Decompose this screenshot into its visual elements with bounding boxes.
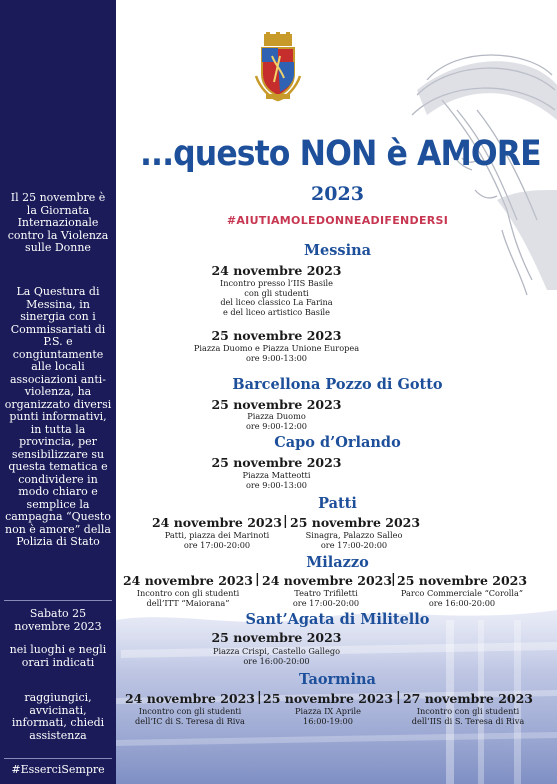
event-date: 25 novembre 2023 bbox=[397, 573, 528, 588]
city-patti: Patti bbox=[318, 495, 357, 512]
sidebar-divider-2 bbox=[4, 758, 112, 759]
separator: | bbox=[255, 572, 260, 587]
event-info: Incontro con gli studenti dell’IIS di S. Teresa di Riva bbox=[411, 706, 525, 726]
city-milazzo: Milazzo bbox=[306, 554, 369, 571]
event-date: 25 novembre 2023 bbox=[263, 691, 394, 706]
sidebar-date: Sabato 25 novembre 2023 bbox=[14, 607, 102, 633]
event-info: Incontro con gli studenti dell’ITT “Maiorana” bbox=[136, 588, 240, 608]
event-info: Incontro presso l’IIS Basile con gli studenti del liceo classico La Farina e del liceo artistico Basile bbox=[219, 278, 334, 317]
city-messina: Messina bbox=[303, 242, 372, 259]
city-barcellona: Barcellona Pozzo di Gotto bbox=[232, 376, 443, 393]
separator: | bbox=[257, 690, 262, 705]
year: 2023 bbox=[311, 183, 364, 205]
event-date: 25 novembre 2023 bbox=[211, 328, 342, 343]
event-info: Patti, piazza dei Marinoti ore 17:00-20:00 bbox=[164, 530, 270, 550]
event-info: Parco Commerciale “Corolla” ore 16:00-20:00 bbox=[400, 588, 524, 608]
event-date: 25 novembre 2023 bbox=[211, 455, 342, 470]
event-info: Piazza Duomo ore 9:00-12:00 bbox=[245, 411, 308, 431]
separator: | bbox=[391, 572, 396, 587]
sidebar-intro: Il 25 novembre è la Giornata Internazionale contro la Violenza sulle Donne bbox=[7, 191, 109, 254]
campaign-hashtag: #AIUTIAMOLEDONNEADIFENDERSI bbox=[226, 214, 449, 227]
sidebar-divider bbox=[4, 600, 112, 601]
event-date: 25 novembre 2023 bbox=[211, 630, 342, 645]
city-taormina: Taormina bbox=[299, 671, 376, 688]
event-date: 24 novembre 2023 bbox=[262, 573, 393, 588]
polizia-di-stato-emblem bbox=[250, 32, 306, 102]
event-info: Sinagra, Palazzo Salleo ore 17:00-20:00 bbox=[305, 530, 403, 550]
city-capo-dorlando: Capo d’Orlando bbox=[274, 434, 401, 451]
event-info: Teatro Trifiletti ore 17:00-20:00 bbox=[292, 588, 360, 608]
event-info: Piazza Crispi, Castello Gallego ore 16:00-20:00 bbox=[212, 646, 341, 666]
separator: | bbox=[396, 690, 401, 705]
sidebar-body: La Questura di Messina, in sinergia con i Commissariati di P.S. e congiuntamente alle locali associazioni anti-violenza, ha organizzato diversi punti informativi, in tutta la provincia, per sensibilizzare su questa tematica e condividere in modo chiaro e semplice la campagna “Questo non è amore” della Polizia di Stato bbox=[4, 285, 112, 548]
event-date: 24 novembre 2023 bbox=[122, 573, 254, 588]
event-date: 24 novembre 2023 bbox=[151, 515, 283, 530]
event-info: Piazza Matteotti ore 9:00-13:00 bbox=[242, 470, 311, 490]
sidebar-cta: raggiungici, avvicinati, informati, chiedi assistenza bbox=[11, 691, 105, 742]
event-date: 25 novembre 2023 bbox=[211, 397, 342, 412]
city-santagata: Sant’Agata di Militello bbox=[245, 611, 430, 628]
separator: | bbox=[283, 514, 288, 529]
sidebar-where: nei luoghi e negli orari indicati bbox=[9, 643, 107, 669]
sidebar bbox=[0, 0, 116, 784]
event-info: Piazza IX Aprile 16:00-19:00 bbox=[295, 706, 361, 726]
event-date: 25 novembre 2023 bbox=[290, 515, 421, 530]
sidebar-hashtag: #EsserciSempre bbox=[11, 763, 105, 776]
page-title: ...questo NON è AMORE bbox=[139, 134, 541, 174]
event-info: Incontro con gli studenti dell’IC di S. Teresa di Riva bbox=[135, 706, 245, 726]
event-date: 24 novembre 2023 bbox=[124, 691, 256, 706]
event-date: 24 novembre 2023 bbox=[211, 263, 342, 278]
event-info: Piazza Duomo e Piazza Unione Europea ore 9:00-13:00 bbox=[193, 343, 360, 363]
event-date: 27 novembre 2023 bbox=[402, 691, 534, 706]
